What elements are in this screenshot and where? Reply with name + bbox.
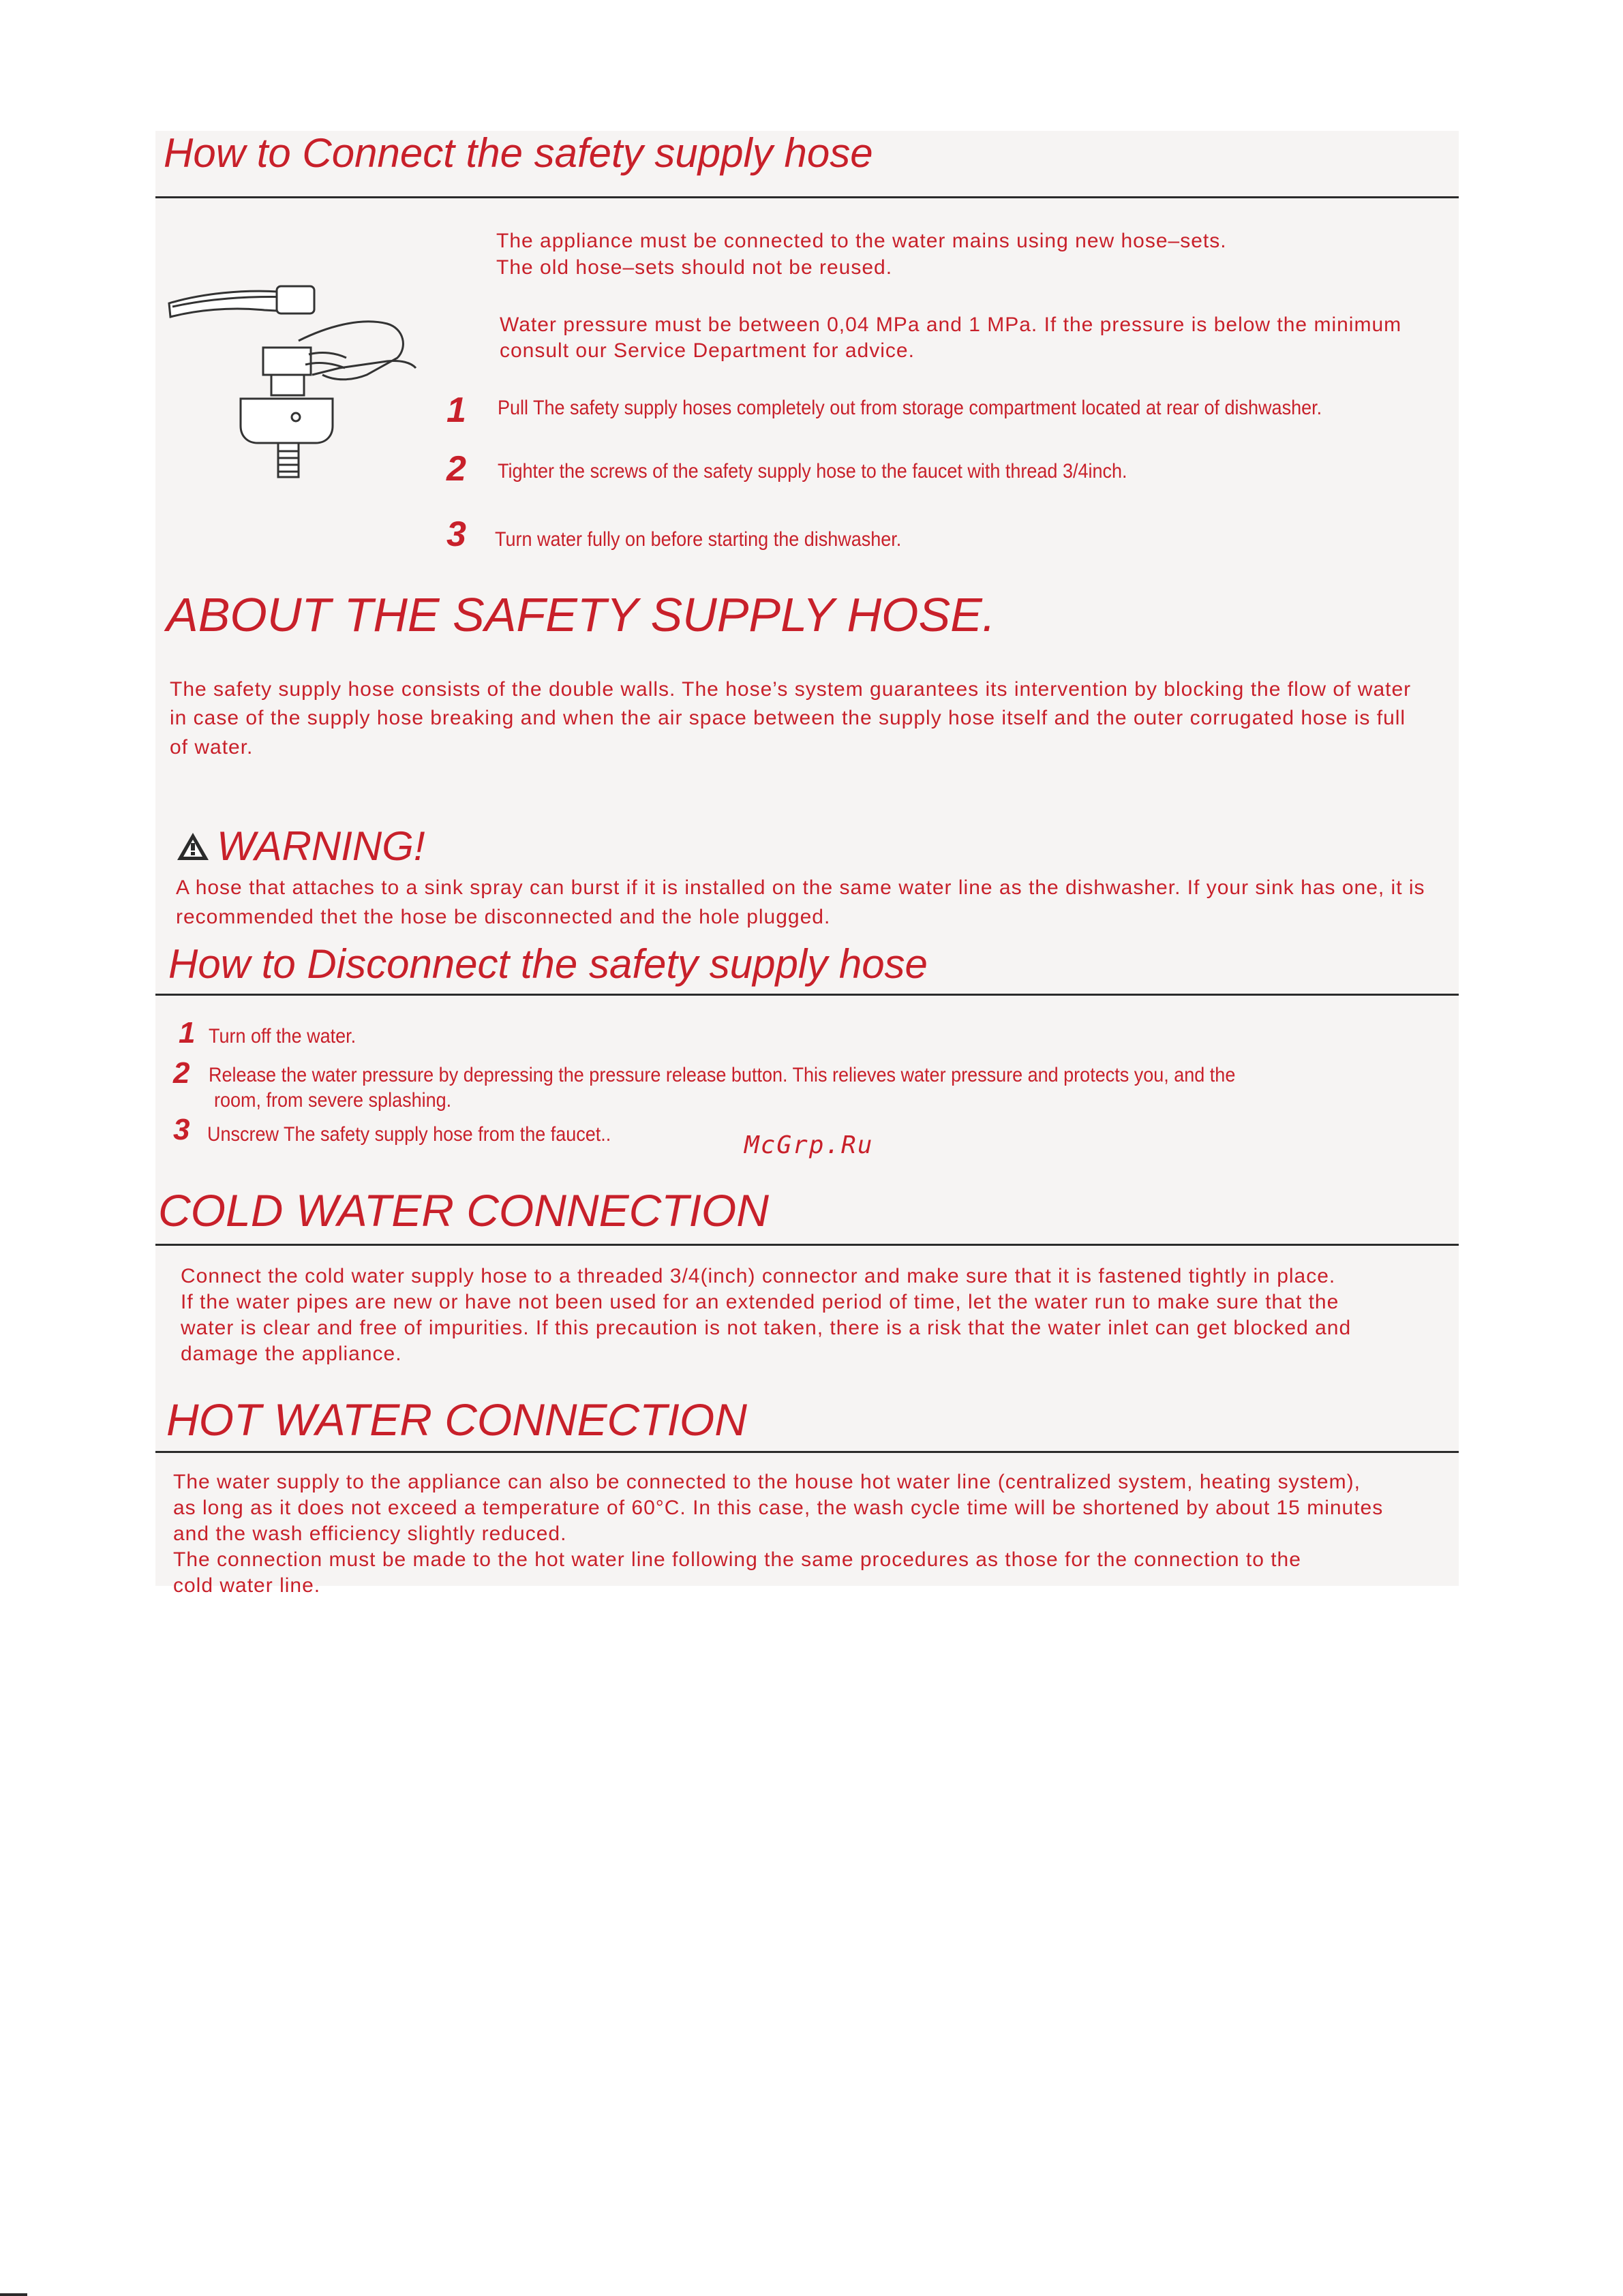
section-title-about: ABOUT THE SAFETY SUPPLY HOSE. (166, 588, 996, 641)
warning-line1: A hose that attaches to a sink spray can burst if it is installed on the same water line as the dishwasher. If your sink has one, it is (176, 876, 1425, 899)
pressure-line1: Water pressure must be between 0,04 MPa and 1 MPa. If the pressure is below the minimum (500, 313, 1402, 336)
hot-line2: as long as it does not exceed a temperature of 60°C. In this case, the wash cycle time will be shortened by about 15 minutes (173, 1497, 1384, 1519)
disconnect-step-text-cont: room, from severe splashing. (214, 1089, 452, 1112)
about-line1: The safety supply hose consists of the double walls. The hose’s system guarantees its intervention by blocking the flow of water (170, 678, 1412, 701)
section-title-cold-water: COLD WATER CONNECTION (158, 1185, 769, 1236)
warning-line2: recommended thet the hose be disconnected and the hole plugged. (176, 906, 831, 928)
step-number: 3 (173, 1113, 190, 1146)
section-title-connect: How to Connect the safety supply hose (164, 130, 873, 176)
step-number: 2 (173, 1056, 190, 1090)
step-number: 3 (446, 515, 466, 554)
section-title-hot-water: HOT WATER CONNECTION (166, 1394, 747, 1445)
about-line3: of water. (170, 736, 254, 759)
section-rule (155, 994, 1459, 996)
connect-step-text: Pull The safety supply hoses completely out from storage compartment located at rear of dishwasher. (498, 397, 1322, 419)
cold-line3: water is clear and free of impurities. If this precaution is not taken, there is a risk that the water inlet can get blocked and (181, 1317, 1352, 1339)
disconnect-step-text: Turn off the water. (209, 1025, 357, 1047)
connect-step-text: Turn water fully on before starting the dishwasher. (495, 528, 902, 551)
hot-line4: The connection must be made to the hot water line following the same procedures as those for the connection to the (173, 1548, 1301, 1571)
warning-title: WARNING! (217, 823, 425, 869)
section-rule (155, 1451, 1459, 1453)
step-number: 1 (446, 391, 466, 430)
section-title-disconnect: How to Disconnect the safety supply hose (168, 941, 928, 987)
section-rule (155, 1244, 1459, 1246)
step-number: 1 (179, 1016, 196, 1050)
connect-intro-line2: The old hose–sets should not be reused. (496, 256, 893, 279)
cold-line4: damage the appliance. (181, 1343, 402, 1365)
page-corner-mark (0, 2293, 27, 2296)
section-rule (155, 196, 1459, 198)
pressure-line2: consult our Service Department for advice. (500, 339, 915, 362)
hot-line1: The water supply to the appliance can also be connected to the house hot water line (centralized system, heating system), (173, 1471, 1361, 1493)
hot-line3: and the wash efficiency slightly reduced. (173, 1522, 567, 1545)
connect-step-text: Tighter the screws of the safety supply hose to the faucet with thread 3/4inch. (498, 460, 1127, 483)
connect-intro-line1: The appliance must be connected to the water mains using new hose–sets. (496, 230, 1227, 252)
cold-line2: If the water pipes are new or have not been used for an extended period of time, let the water run to make sure that the (181, 1291, 1339, 1313)
cold-line1: Connect the cold water supply hose to a threaded 3/4(inch) connector and make sure that it is fastened tightly in place. (181, 1265, 1336, 1287)
faucet-illustration (162, 273, 421, 491)
disconnect-step-text: Unscrew The safety supply hose from the faucet.. (207, 1123, 611, 1146)
hot-line5: cold water line. (173, 1574, 321, 1597)
step-number: 2 (446, 449, 466, 489)
about-line2: in case of the supply hose breaking and when the air space between the supply hose itself and the outer corrugated hose is full (170, 707, 1406, 729)
warning-icon (176, 831, 210, 861)
disconnect-step-text: Release the water pressure by depressing the pressure release button. This relieves water pressure and protects you, and the (209, 1064, 1236, 1086)
watermark: McGrp.Ru (744, 1131, 874, 1159)
